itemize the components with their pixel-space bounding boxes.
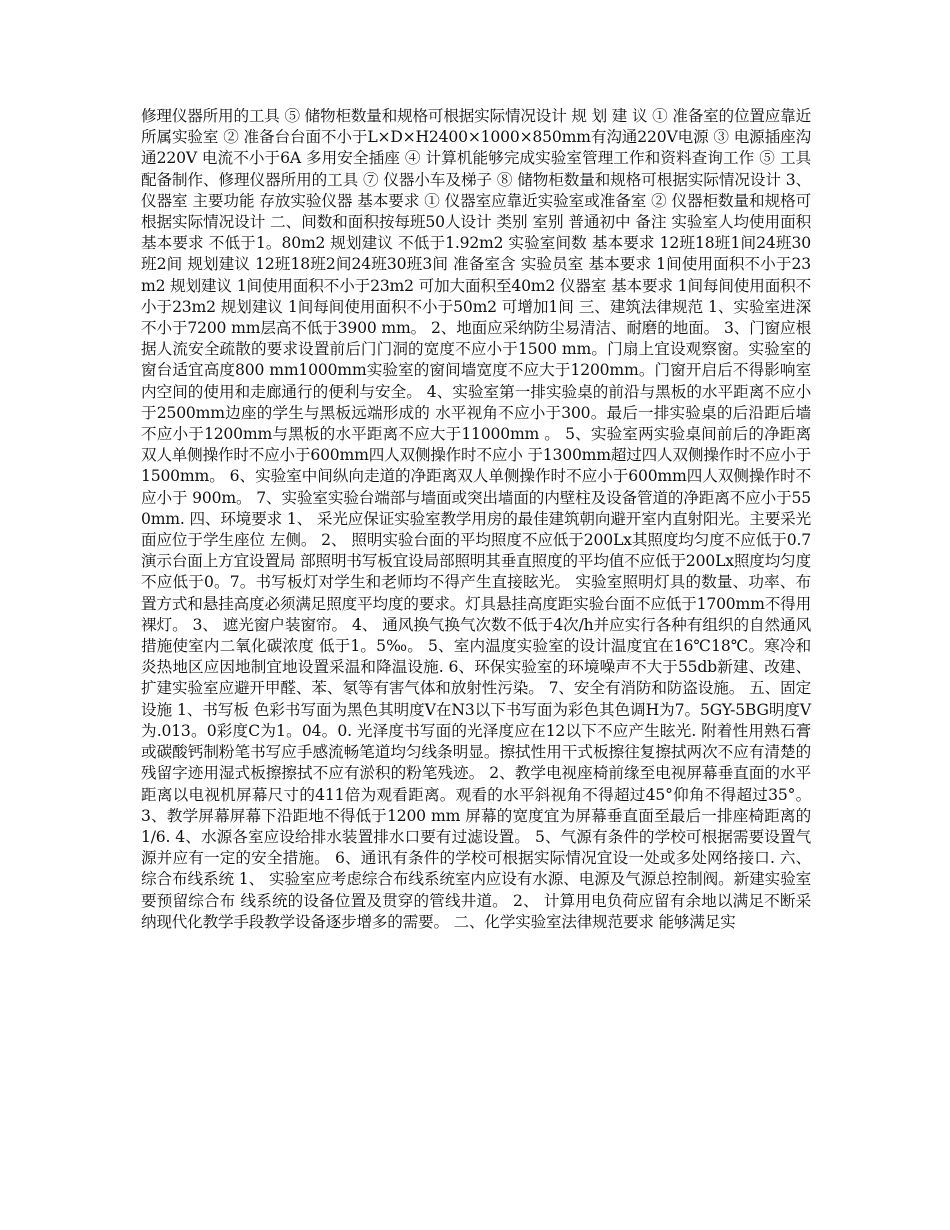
body-paragraph: 修理仪器所用的工具 ⑤ 储物柜数量和规格可根据实际情况设计 规 划 建 议 ① 准备室的位置应靠近所属实验室 ② 准备台台面不小于L×D×H2400×1000×850mm有沟通220V电源 ③ 电源插座沟通220V 电流不小于6A 多用安全插座 ④ 计算机能够完成实验室管理工作和资料查询工作 ⑤ 工具配备制作、修理仪器所用的工具 ⑦ 仪器小车及梯子 ⑧ 储物柜数量和规格可根据实际情况设计 3、仪器室 主要功能 存放实验仪器 基本要求 ① 仪器室应靠近实验室或准备室 ② 仪器柜数量和规格可根据实际情况设计 二、间数和面积按每班50人设计 类别 室别 普通初中 备注 实验室人均使用面积 基本要求 不低于1。80m2 规划建议 不低于1.92m2 实验室间数 基本要求 12班18班1间24班30班2间 规划建议 12班18班2间24班30班3间 准备室含 实验员室 基本要求 1间使用面积不小于23m2 规划建议 1间使用面积不小于23m2 可加大面积至40m2 仪器室 基本要求 1间每间使用面积不小于23m2 规划建议 1间每间使用面积不小于50m2 可增加1间 三、建筑法律规范 1、实验室进深不小于7200 mm层高不低于3900 mm。 2、地面应采纳防尘易清洁、耐磨的地面。 3、门窗应根据人流安全疏散的要求设置前后门门洞的宽度不应小于1500 mm。门扇上宜设观察窗。实验室的窗台适宜高度800 mm1000mm实验室的窗间墙宽度不应大于1200mm。门窗开启后不得影响室内空间的使用和走廊通行的便利与安全。 4、实验室第一排实验桌的前沿与黑板的水平距离不应小于2500mm边座的学生与黑板远端形成的 水平视角不应小于300。最后一排实验桌的后沿距后墙不应小于1200mm与黑板的水平距离不应大于11000mm 。 5、实验室两实验桌间前后的净距离双人单侧操作时不应小于600mm四人双侧操作时不应小 于1300mm超过四人双侧操作时不应小于1500mm。 6、实验室中间纵向走道的净距离双人单侧操作时不应小于600mm四人双侧操作时不应小于 900m。 7、实验室实验台端部与墙面或突出墙面的内壁柱及设备管道的净距离不应小于550mm. 四、环境要求 1、 采光应保证实验室教学用房的最佳建筑朝向避开室内直射阳光。主要采光面应位于学生座位 左侧。 2、 照明实验台面的平均照度不应低于200Lx其照度均匀度不应低于0.7演示台面上方宜设置局 部照明书写板宜设局部照明其垂直照度的平均值不应低于200Lx照度均匀度不应低于0。7。书写板灯对学生和老师均不得产生直接眩光。 实验室照明灯具的数量、功率、布置方式和悬挂高度必须满足照度平均度的要求。灯具悬挂高度距实验台面不应低于1700mm不得用裸灯。 3、 遮光窗户装窗帘。 4、 通风换气换气次数不低于4次/h并应实行各种有组织的自然通风措施使室内二氧化碳浓度 低于1。5‰。 5、室内温度实验室的设计温度宜在16℃18℃。寒冷和炎热地区应因地制宜地设置采温和降温设施. 6、环保实验室的环境噪声不大于55db新建、改建、扩建实验室应避开甲醛、苯、氡等有害气体和放射性污染。 7、安全有消防和防盗设施。 五、固定设施 1、书写板 色彩书写面为黑色其明度V在N3以下书写面为彩色其色调H为7。5GY-5BG明度V为.013。0彩度C为1。04。0. 光泽度书写面的光泽度应在12以下不应产生眩光. 附着性用熟石膏或碳酸钙制粉笔书写应手感流畅笔道均匀线条明显。擦拭性用干式板擦往复擦拭两次不应有清楚的残留字迹用湿式板擦擦拭不应有淤积的粉笔残迹。 2、教学电视座椅前缘至电视屏幕垂直面的水平距离以电视机屏幕尺寸的411倍为观看距离。观看的水平斜视角不得超过45°仰角不得超过35°。 3、教学屏幕屏幕下沿距地不得低于1200 mm 屏幕的宽度宜为屏幕垂直面至最后一排座椅距离的1/6. 4、水源各室应设给排水装置排水口要有过滤设置。 5、气源有条件的学校可根据需要设置气源并应有一定的安全措施。 6、通讯有条件的学校可根据实际情况宜设一处或多处网络接口. 六、综合布线系统 1、 实验室应考虑综合布线系统室内应设有水源、电源及气源总控制阀。新建实验室要预留综合布 线系统的设备位置及贯穿的管线井道。 2、 计算用电负荷应留有余地以满足不断采纳现代化教学手段教学设备逐步增多的需要。 二、化学实验室法律规范要求 能够满足实 [141, 107, 811, 931]
